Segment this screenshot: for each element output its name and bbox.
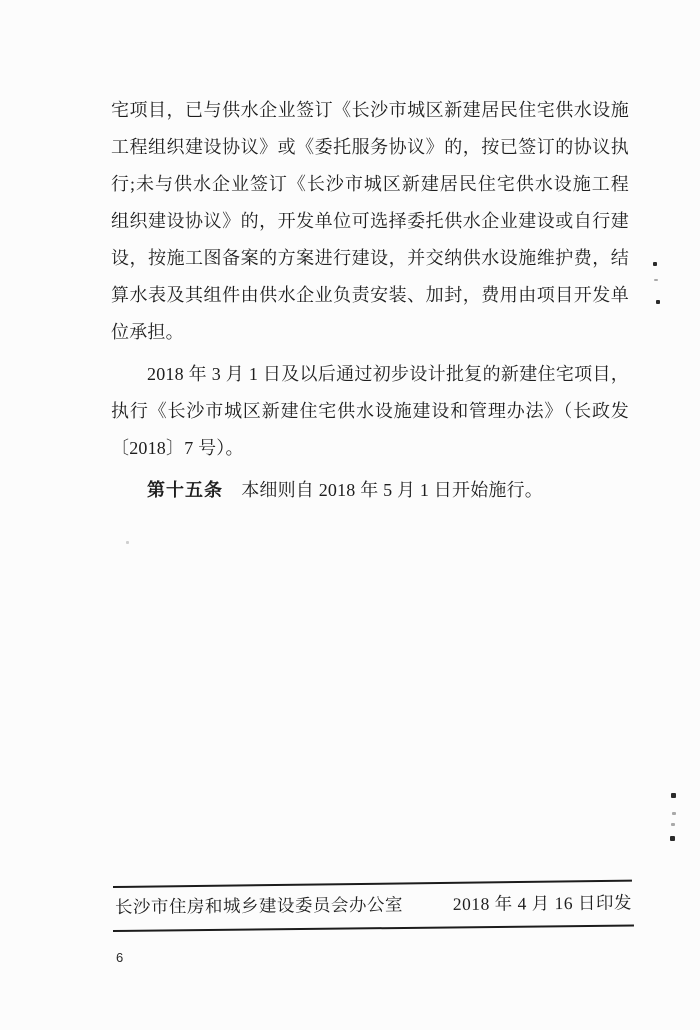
footer-top-rule bbox=[113, 880, 632, 888]
text-line bbox=[111, 430, 629, 467]
scan-speck bbox=[653, 262, 657, 266]
text-line bbox=[111, 92, 629, 129]
text-run: 〔2018〕7 号）。 bbox=[111, 438, 244, 458]
document-body bbox=[111, 92, 629, 509]
scan-speck bbox=[671, 823, 675, 826]
text-line bbox=[111, 356, 629, 393]
text-run: 行;未与供水企业签订《长沙市城区新建居民住宅供水设施工程 bbox=[111, 174, 629, 194]
text-run: 算水表及其组件由供水企业负责安装、加封，费用由项目开发单 bbox=[111, 285, 629, 305]
scan-speck bbox=[672, 812, 676, 815]
text-line bbox=[111, 472, 629, 509]
paragraph bbox=[111, 356, 629, 467]
paragraph bbox=[111, 92, 629, 351]
scan-speck bbox=[126, 541, 129, 544]
text-line bbox=[111, 240, 629, 277]
text-run: 位承担。 bbox=[111, 322, 184, 342]
article-number-bold: 第十五条 bbox=[147, 480, 223, 500]
text-run: 2018 年 3 月 1 日及以后通过初步设计批复的新建住宅项目， bbox=[147, 364, 629, 384]
text-run: 宅项目，已与供水企业签订《长沙市城区新建居民住宅供水设施 bbox=[111, 100, 629, 120]
paragraph bbox=[111, 472, 629, 509]
text-run: 执行《长沙市城区新建住宅供水设施建设和管理办法》（长政发 bbox=[111, 401, 629, 421]
footer-print-date: 2018 年 4 月 16 日印发 bbox=[452, 892, 633, 915]
text-line bbox=[111, 129, 629, 166]
footer bbox=[115, 889, 632, 920]
text-line bbox=[111, 203, 629, 240]
text-line bbox=[111, 166, 629, 203]
scan-speck bbox=[654, 279, 658, 281]
page-number: 6 bbox=[116, 950, 124, 965]
text-line bbox=[111, 277, 629, 314]
text-run: 本细则自 2018 年 5 月 1 日开始施行。 bbox=[223, 480, 543, 500]
footer-issuer: 长沙市住房和城乡建设委员会办公室 bbox=[114, 894, 404, 917]
scan-speck bbox=[670, 836, 675, 841]
footer-bottom-rule bbox=[113, 925, 634, 932]
text-run: 设，按施工图备案的方案进行建设，并交纳供水设施维护费，结 bbox=[111, 248, 629, 268]
text-run: 组织建设协议》的，开发单位可选择委托供水企业建设或自行建 bbox=[111, 211, 629, 231]
text-line bbox=[111, 314, 629, 351]
text-line bbox=[111, 393, 629, 430]
scan-speck bbox=[656, 300, 660, 304]
text-run: 工程组织建设协议》或《委托服务协议》的，按已签订的协议执 bbox=[111, 137, 629, 157]
scan-speck bbox=[671, 793, 676, 798]
